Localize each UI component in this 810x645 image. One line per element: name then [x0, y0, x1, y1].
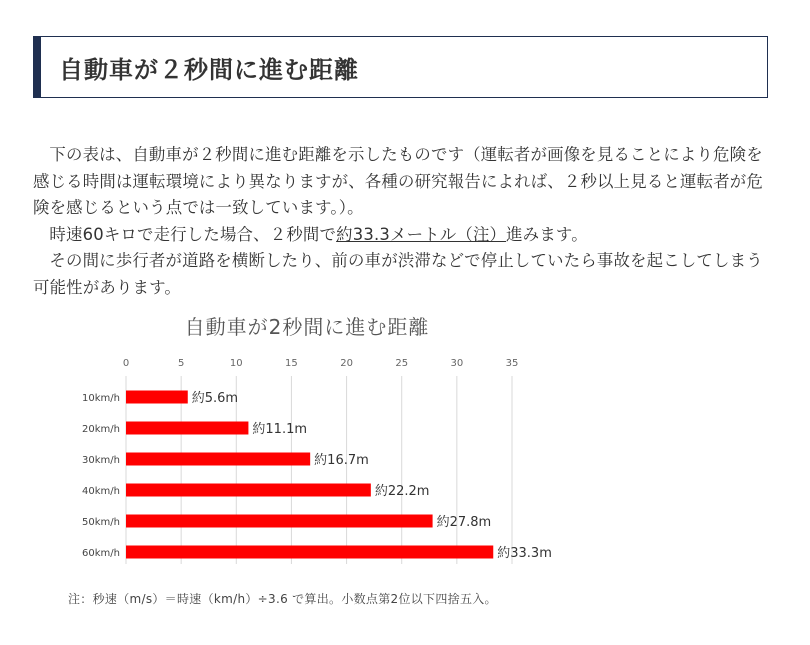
chart-title: 自動車が2秒間に進む距離: [184, 315, 430, 339]
data-label-3: 約22.2m: [374, 484, 430, 499]
bar-4: [126, 515, 433, 528]
paragraph-1: 下の表は、自動車が２秒間に進む距離を示したものです（運転者が画像を見ることにより危険を感じる時間は運転環境により異なりますが、各種の研究報告によれば、２秒以上見ると運転者が危険を感じるという点では一致しています。）。: [33, 145, 763, 217]
paragraph-2-suffix: 進みます。: [506, 224, 588, 244]
x-tick-label-3: 15: [285, 358, 298, 369]
data-label-2: 約16.7m: [314, 453, 369, 468]
section-heading: [33, 36, 768, 98]
footnote: 注：秒速（m/s）＝時速（km/h）÷3.6 で算出。小数点第2位以下四捨五入。: [68, 592, 497, 606]
category-label-3: 40km/h: [82, 486, 120, 497]
x-tick-label-0: 0: [122, 358, 130, 369]
distance-bar-chart: [0, 300, 810, 585]
data-labels: [192, 391, 552, 561]
distance-highlight: 約33.3メートル（注）: [336, 224, 507, 244]
page-title: 自動車が２秒間に進む距離: [59, 55, 359, 84]
data-label-1: 約11.1m: [252, 422, 308, 437]
x-tick-label-4: 20: [340, 358, 353, 369]
bar-1: [126, 422, 248, 435]
data-label-5: 約33.3m: [497, 546, 552, 561]
intro-text: [33, 142, 773, 301]
y-axis-categories: [82, 393, 120, 559]
bar-5: [126, 546, 493, 559]
x-axis-ticks: [123, 358, 519, 369]
paragraph-2-prefix: 時速60キロで走行した場合、２秒間で: [49, 224, 337, 244]
x-tick-label-1: 5: [177, 358, 185, 369]
chart-grid: [126, 376, 512, 564]
x-tick-label-5: 25: [395, 358, 409, 369]
x-tick-label-2: 10: [229, 358, 243, 369]
x-tick-label-7: 35: [505, 358, 519, 369]
category-label-1: 20km/h: [82, 424, 120, 435]
data-label-0: 約5.6m: [191, 391, 239, 406]
category-label-0: 10km/h: [82, 393, 120, 404]
category-label-2: 30km/h: [82, 455, 120, 466]
x-tick-label-6: 30: [450, 358, 464, 369]
bar-3: [126, 484, 371, 497]
paragraph-2: [33, 222, 773, 249]
bar-2: [126, 453, 310, 466]
bar-0: [126, 391, 188, 404]
category-label-4: 50km/h: [82, 517, 120, 528]
category-label-5: 60km/h: [82, 548, 120, 559]
data-label-4: 約27.8m: [436, 515, 492, 530]
paragraph-3: その間に歩行者が道路を横断したり、前の車が渋滞などで停止していたら事故を起こしてしまう可能性があります。: [33, 251, 763, 297]
